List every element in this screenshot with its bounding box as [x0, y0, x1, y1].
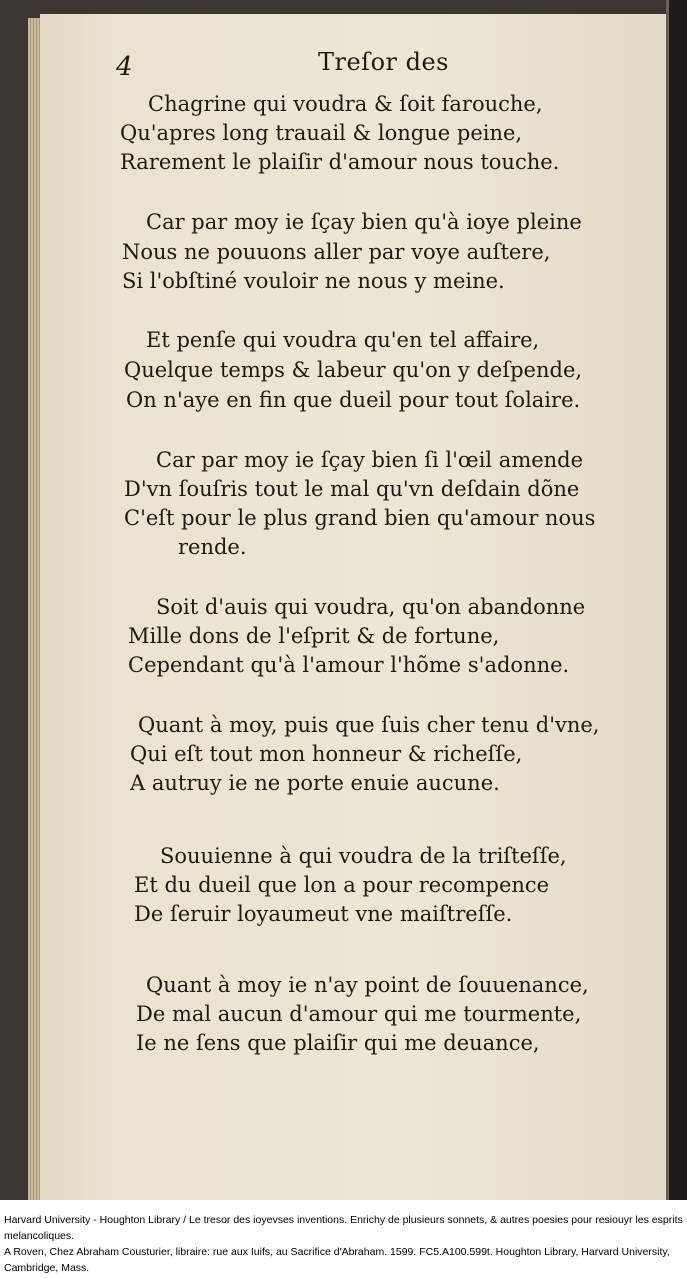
verse-line: Cependant qu'à l'amour l'hõme s'adonne. — [128, 653, 570, 677]
verse-line: A autruy ie ne porte enuie aucune. — [130, 771, 500, 795]
verse-line: Mille dons de l'eſprit & de fortune, — [128, 624, 500, 648]
verse-line: Qu'apres long trauail & longue peine, — [120, 121, 523, 145]
running-head: Treſor des — [318, 48, 449, 76]
verse-line: Quelque temps & labeur qu'on y deſpende, — [124, 358, 583, 382]
verse-line: Rarement le plaiſir d'amour nous touche. — [120, 150, 560, 174]
verse-line: Ie ne ſens que plaiſir qui me deuance, — [136, 1031, 540, 1055]
verse-line: Quant à moy, puis que ſuis cher tenu d'vne, — [138, 713, 600, 737]
image-caption — [4, 1212, 683, 1276]
verse-line: Chagrine qui voudra & ſoit farouche, — [148, 92, 543, 116]
caption-line: Harvard University - Houghton Library / Le tresor des ioyevses inventions. Enrichy de plusieurs sonnets, & autres poesies pour resiouyr les esprits melancoliques. — [4, 1214, 683, 1242]
verse-line: Soit d'auis qui voudra, qu'on abandonne — [156, 595, 586, 619]
verse-line: De mal aucun d'amour qui me tourmente, — [136, 1002, 582, 1026]
verse-line: Car par moy ie ſçay bien qu'à ioye pleine — [146, 210, 582, 234]
verse-line: Et du dueil que lon a pour recompence — [134, 873, 550, 897]
page-number: 4 — [116, 52, 133, 82]
verse-line: Qui eſt tout mon honneur & richeſſe, — [130, 742, 523, 766]
verse-line: Et penſe qui voudra qu'en tel affaire, — [146, 328, 540, 352]
verse-line: Car par moy ie ſçay bien ſi l'œil amende — [156, 448, 584, 472]
verse-line: rende. — [178, 535, 247, 559]
verse-line: Nous ne pouuons aller par voye auſtere, — [122, 240, 551, 264]
verse-line: De ſeruir loyaumeut vne maiſtreſſe. — [134, 902, 513, 926]
verse-line: Quant à moy ie n'ay point de ſouuenance, — [146, 973, 589, 997]
verse-line: On n'aye en fin que dueil pour tout ſolaire. — [126, 388, 581, 412]
facing-page-edge — [666, 0, 687, 1200]
verse-line: C'eſt pour le plus grand bien qu'amour nous — [124, 506, 596, 530]
caption-line: A Roven, Chez Abraham Cousturier, libraire: rue aux Iuifs, au Sacrifice d'Abraham. 1599. FC5.A100.599t. Houghton Library, Harvard University, Cambridge, Mass. — [4, 1246, 670, 1274]
verse-line: Si l'obſtiné vouloir ne nous y meine. — [122, 269, 505, 293]
verse-line: D'vn ſouſris tout le mal qu'vn deſdain dõne — [124, 477, 580, 501]
verse-line: Souuienne à qui voudra de la triſteſſe, — [160, 844, 567, 868]
